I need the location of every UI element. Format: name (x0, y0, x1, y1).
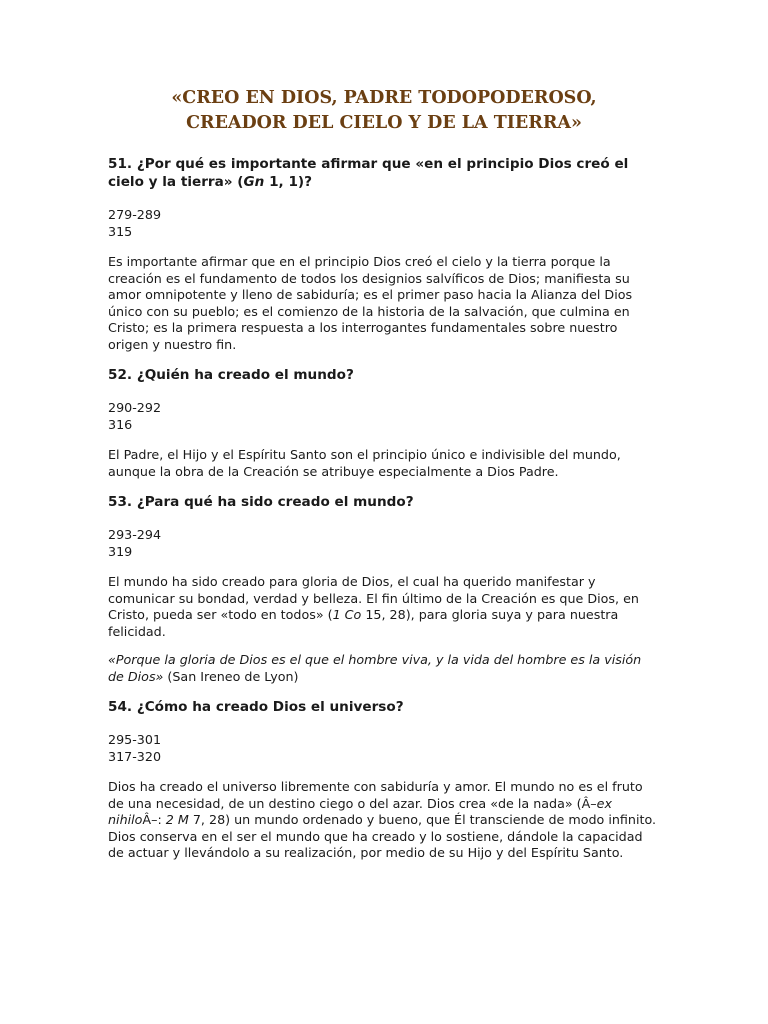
question-51-text: 51. ¿Por qué es importante afirmar que «en el principio Dios creó el cielo y la tierra» ( (108, 156, 629, 190)
answer-54-text: Dios ha creado el universo libremente con sabiduría y amor. El mundo no es el fruto de una necesidad, de un destino ciego o del azar. Dios crea «de la nada» (Â– (108, 779, 643, 811)
ref-54-2: 317-320 (108, 748, 162, 764)
answer-54-tail: 7, 28) un mundo ordenado y bueno, que Él transciende de modo infinito. Dios conserva en el ser el mundo que ha creado y lo sostiene, dándole la capacidad de actuar y llevándolo a su realización, por medio de su Hijo y del Espíritu Santo. (108, 812, 657, 860)
answer-54-em-1: ex nihilo (108, 795, 612, 827)
ref-53-1: 293-294 (108, 527, 162, 542)
title-line-2: CREADOR DEL CIELO Y DE LA TIERRA» (186, 113, 582, 133)
ref-51-1: 279-289 (108, 207, 162, 222)
section-52 (108, 366, 660, 480)
quote-53 (108, 652, 660, 685)
question-54: 54. ¿Cómo ha creado Dios el universo? (108, 699, 404, 715)
document-title (108, 86, 660, 136)
refs-51 (108, 207, 660, 240)
quote-53-text: «Porque la gloria de Dios es el que el hombre viva, y la vida del hombre es la visión de Dios» (108, 652, 642, 684)
answer-54 (108, 779, 660, 862)
refs-53 (108, 527, 660, 560)
answer-53-text: El mundo ha sido creado para gloria de Dios, el cual ha querido manifestar y comunicar su bondad, verdad y belleza. El fin último de la Creación es que Dios, en Cristo, pueda ser «todo en todos» ( (108, 574, 639, 622)
title-line-1: «CREO EN DIOS, PADRE TODOPODEROSO, (171, 88, 597, 108)
section-54 (108, 698, 660, 862)
question-52: 52. ¿Quién ha creado el mundo? (108, 367, 354, 383)
document-page (108, 86, 660, 862)
question-51-ref-tail: 1, 1)? (264, 174, 313, 190)
question-51-ref: Gn (243, 174, 265, 190)
answer-51: Es importante afirmar que en el principio Dios creó el cielo y la tierra porque la creación es el fundamento de todos los designios salvíficos de Dios; manifiesta su amor omnipotente y lleno de sabiduría; es el primer paso hacia la Alianza del Dios único con su pueblo; es el comienzo de la historia de la salvación, que culmina en Cristo; es la primera respuesta a los interrogantes fundamentales sobre nuestro origen y nuestro fin. (108, 254, 633, 352)
answer-53-ref: 1 Co (332, 607, 362, 622)
question-51 (108, 155, 660, 191)
refs-54 (108, 732, 660, 765)
refs-52 (108, 400, 660, 433)
answer-53 (108, 574, 660, 640)
ref-52-1: 290-292 (108, 400, 162, 415)
answer-52: El Padre, el Hijo y el Espíritu Santo son el principio único e indivisible del mundo, aunque la obra de la Creación se atribuye especialmente a Dios Padre. (108, 447, 621, 479)
ref-54-1: 295-301 (108, 732, 162, 747)
quote-53-source: (San Ireneo de Lyon) (163, 668, 299, 684)
answer-54-em-2: 2 M (165, 812, 189, 827)
ref-51-2: 315 (108, 223, 133, 239)
ref-52-2: 316 (108, 416, 133, 432)
answer-53-tail: 15, 28), para gloria suya y para nuestra felicidad. (108, 607, 619, 639)
section-51 (108, 155, 660, 353)
ref-53-2: 319 (108, 543, 133, 559)
answer-54-mid: Â–: (142, 812, 166, 827)
question-53: 53. ¿Para qué ha sido creado el mundo? (108, 494, 414, 510)
section-53 (108, 493, 660, 685)
